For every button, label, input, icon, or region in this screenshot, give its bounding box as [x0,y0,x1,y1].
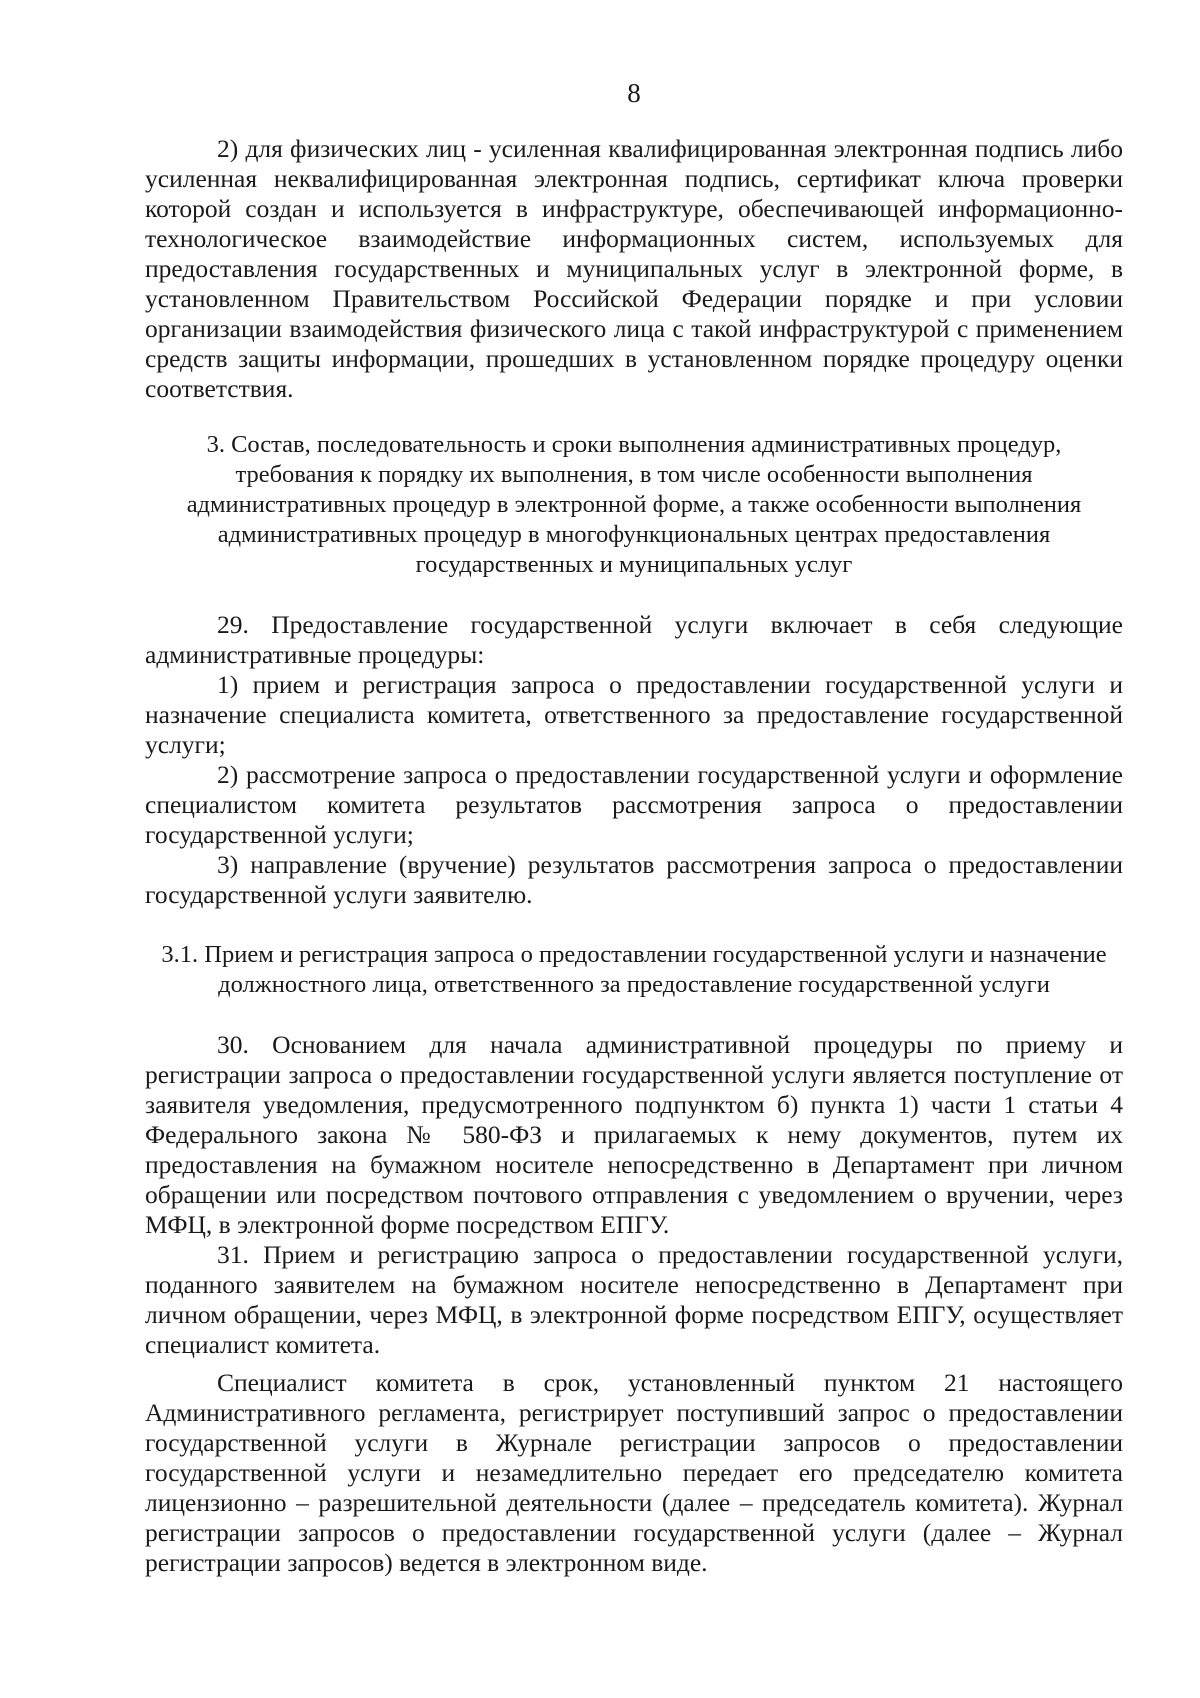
paragraph-29: 29. Предоставление государственной услуги включает в себя следующие административные процедуры: [145,610,1123,669]
spacer [145,404,1123,430]
page-number: 8 [627,78,641,108]
document-page [145,78,1123,1578]
section-3-1-heading: 3.1. Прием и регистрация запроса о предоставлении государственной услуги и назначение должностного лица, ответственного за предоставление государственной услуги [161,941,1107,998]
paragraph-29-item-3: 3) направление (вручение) результатов рассмотрения запроса о предоставлении государственной услуги заявителю. [145,850,1123,909]
paragraph-30: 30. Основанием для начала административной процедуры по приему и регистрации запроса о предоставлении государственной услуги является поступление от заявителя уведомления, предусмотренного подпунктом б) пункта 1) части 1 статьи 4 Федерального закона № 580-ФЗ и прилагаемых к нему документов, путем их предоставления на бумажном носителе непосредственно в Департамент при личном обращении или посредством почтового отправления с уведомлением о вручении, через МФЦ, в электронной форме посредством ЕПГУ. [145,1030,1123,1239]
paragraph-31-continuation: Специалист комитета в срок, установленный пунктом 21 настоящего Административного регламента, регистрирует поступивший запрос о предоставлении государственной услуги в Журнале регистрации запросов о предоставлении государственной услуги и незамедлительно передает его председателю комитета лицензионно – разрешительной деятельности (далее – председатель комитета). Журнал регистрации запросов о предоставлении государственной услуги (далее – Журнал регистрации запросов) ведется в электронном виде. [145,1368,1123,1577]
spacer [145,1000,1123,1030]
paragraph-29-item-2: 2) рассмотрение запроса о предоставлении государственной услуги и оформление специалистом комитета результатов рассмотрения запроса о предоставлении государственной услуги; [145,760,1123,849]
spacer [145,1360,1123,1368]
intro-clause-paragraph: 2) для физических лиц - усиленная квалифицированная электронная подпись либо усиленная неквалифицированная электронная подпись, сертификат ключа проверки которой создан и используется в инфраструктуре, обеспечивающей информационно-технологическое взаимодействие информационных систем, используемых для предоставления государственных и муниципальных услуг в электронной форме, в установленном Правительством Российской Федерации порядке и при условии организации взаимодействия физического лица с такой инфраструктурой с применением средств защиты информации, прошедших в установленном порядке процедуру оценки соответствия. [145,134,1123,403]
section-3-heading: 3. Состав, последовательность и сроки выполнения административных процедур, требования к порядку их выполнения, в том числе особенности выполнения административных процедур в электронной форме, а также особенности выполнения административных процедур в многофункциональных центрах предоставления государственных и муниципальных услуг [186,431,1082,578]
spacer [145,910,1123,940]
spacer [145,580,1123,610]
paragraph-29-item-1: 1) прием и регистрация запроса о предоставлении государственной услуги и назначение специалиста комитета, ответственного за предоставление государственной услуги; [145,670,1123,759]
paragraph-31: 31. Прием и регистрацию запроса о предоставлении государственной услуги, поданного заявителем на бумажном носителе непосредственно в Департамент при личном обращении, через МФЦ, в электронной форме посредством ЕПГУ, осуществляет специалист комитета. [145,1240,1123,1359]
